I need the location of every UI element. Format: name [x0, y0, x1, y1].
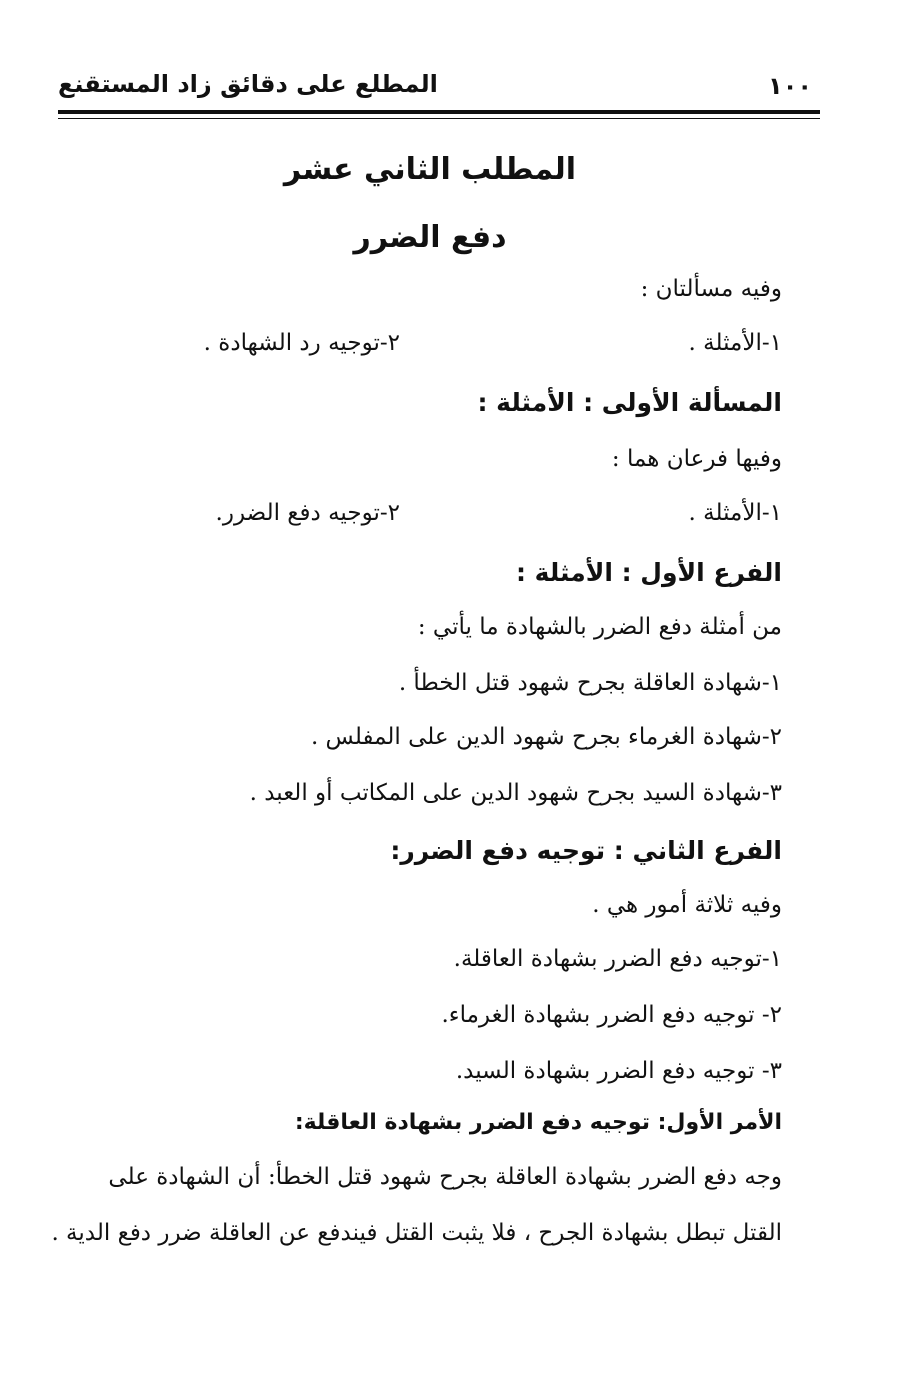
issue-1-item-2: ٢-توجيه دفع الضرر. [215, 500, 400, 526]
branch-2-item-3: ٣- توجيه دفع الضرر بشهادة السيد. [455, 1058, 782, 1084]
issue-1-item-1: ١-الأمثلة . [688, 500, 782, 526]
section-subtitle: دفع الضرر [353, 220, 507, 255]
branch-1-heading: الفرع الأول : الأمثلة : [515, 558, 782, 587]
issue-1-intro: وفيها فرعان هما : [611, 446, 782, 472]
branch-2-heading: الفرع الثاني : توجيه دفع الضرر: [390, 836, 782, 865]
branch-2-item-2: ٢- توجيه دفع الضرر بشهادة الغرماء. [441, 1002, 782, 1028]
matter-1-line-1: وجه دفع الضرر بشهادة العاقلة بجرح شهود قتل الخطأ: أن الشهادة على [108, 1164, 782, 1190]
header-rule-thin [58, 118, 820, 119]
book-title: المطلع على دقائق زاد المستقنع [58, 70, 438, 98]
intro-item-2: ٢-توجيه رد الشهادة . [203, 330, 400, 356]
branch-1-item-1: ١-شهادة العاقلة بجرح شهود قتل الخطأ . [398, 670, 782, 696]
header-rule-thick [58, 110, 820, 114]
matter-1-heading: الأمر الأول: توجيه دفع الضرر بشهادة العاقلة: [294, 1110, 782, 1135]
intro-text: وفيه مسألتان : [640, 276, 782, 302]
page-number: ١٠٠ [768, 72, 812, 100]
branch-2-intro: وفيه ثلاثة أمور هي . [592, 892, 782, 918]
intro-item-1: ١-الأمثلة . [688, 330, 782, 356]
section-title: المطلب الثاني عشر [283, 152, 577, 187]
issue-1-heading: المسألة الأولى : الأمثلة : [477, 388, 782, 417]
branch-1-item-2: ٢-شهادة الغرماء بجرح شهود الدين على المفلس . [310, 724, 782, 750]
matter-1-line-2: القتل تبطل بشهادة الجرح ، فلا يثبت القتل فيندفع عن العاقلة ضرر دفع الدية . [51, 1220, 782, 1246]
branch-1-item-3: ٣-شهادة السيد بجرح شهود الدين على المكاتب أو العبد . [249, 780, 782, 806]
branch-2-item-1: ١-توجيه دفع الضرر بشهادة العاقلة. [453, 946, 782, 972]
branch-1-intro: من أمثلة دفع الضرر بالشهادة ما يأتي : [417, 614, 782, 640]
running-header [58, 64, 820, 110]
